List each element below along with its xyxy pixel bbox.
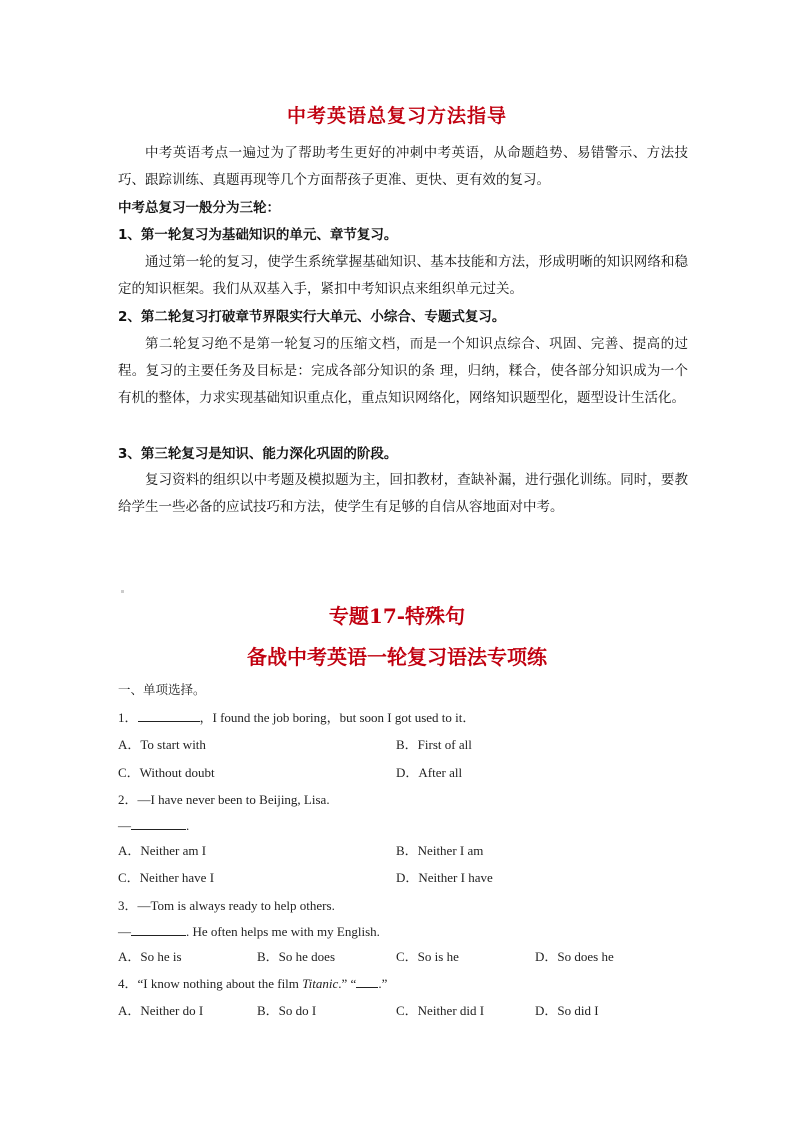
q4-option-a: A．Neither do I xyxy=(118,1003,204,1018)
round1-text: 通过第一轮的复习，使学生系统掌握基础知识、基本技能和方法，形成明晰的知识网络和稳定的知识框架。我们从双基入手，紧扣中考知识点来组织单元过关。 xyxy=(118,254,688,297)
q2-option-b: B．Neither I am xyxy=(396,843,484,858)
round3-heading: 3、第三轮复习是知识、能力深化巩固的阶段。 xyxy=(118,446,398,462)
round3-text: 复习资料的组织以中考题及模拟题为主，回扣教材，查缺补漏，进行强化训练。同时，要教给学生一些必备的应试技巧和方法，使学生有足够的自信从容地面对中考。 xyxy=(118,472,688,515)
q3-option-d: D．So does he xyxy=(535,949,614,964)
q3-option-c: C．So is he xyxy=(396,949,459,964)
round2-heading: 2、第二轮复习打破章节界限实行大单元、小综合、专题式复习。 xyxy=(118,309,506,325)
q2-option-d: D．Neither I have xyxy=(396,870,493,885)
answer-blank xyxy=(138,709,200,722)
intro-paragraph: 中考英语考点一遍过为了帮助考生更好的冲刺中考英语，从命题趋势、易错警示、方法技巧、跟踪训练、真题再现等几个方面帮孩子更准、更快、更有效的复习。 xyxy=(118,145,688,188)
round2-text: 第二轮复习绝不是第一轮复习的压缩文档，而是一个知识点综合、巩固、完善、提高的过程。复习的主要任务及目标是：完成各部分知识的条 理，归纳，糅合，使各部分知识成为一个有机的整体，力求实现基础知识重点化，重点知识网络化，网络知识题型化，题型设计生活化。 xyxy=(118,336,688,406)
q1-option-a: A．To start with xyxy=(118,737,206,752)
q3-option-b: B．So he does xyxy=(257,949,336,964)
q4-option-d: D．So did I xyxy=(535,1003,599,1018)
q1-option-b: B．First of all xyxy=(396,737,472,752)
intro-title: 中考英语总复习方法指导 xyxy=(286,105,507,127)
question-4-stem: 4．“I know nothing about the film Titanic.” “ .” xyxy=(118,976,388,991)
rounds-heading: 中考总复习一般分为三轮： xyxy=(118,200,280,216)
exercise-subtitle: 备战中考英语一轮复习语法专项练 xyxy=(247,645,547,669)
q4-option-b: B．So do I xyxy=(257,1003,317,1018)
question-2-reply: — . xyxy=(118,818,190,833)
part-label: 一、单项选择。 xyxy=(118,682,206,697)
question-3-stem: 3．—Tom is always ready to help others. xyxy=(118,898,335,913)
q2-option-a: A．Neither am I xyxy=(118,843,207,858)
answer-blank xyxy=(131,817,186,830)
q2-option-c: C．Neither have I xyxy=(118,870,215,885)
q1-option-c: C．Without doubt xyxy=(118,765,215,780)
question-1-stem: 1． ，I found the job boring，but soon I got used to it． xyxy=(118,710,476,725)
page-break-mark xyxy=(121,590,124,593)
q3-option-a: A．So he is xyxy=(118,949,182,964)
question-3-reply: — . He often helps me with my English. xyxy=(118,924,380,939)
q1-option-d: D．After all xyxy=(396,765,463,780)
answer-blank xyxy=(131,923,186,936)
round1-heading: 1、第一轮复习为基础知识的单元、章节复习。 xyxy=(118,227,398,243)
question-2-stem: 2．—I have never been to Beijing, Lisa. xyxy=(118,792,330,807)
topic-title: 专题17-特殊句 xyxy=(328,604,466,628)
q4-option-c: C．Neither did I xyxy=(396,1003,485,1018)
answer-blank xyxy=(356,975,378,988)
